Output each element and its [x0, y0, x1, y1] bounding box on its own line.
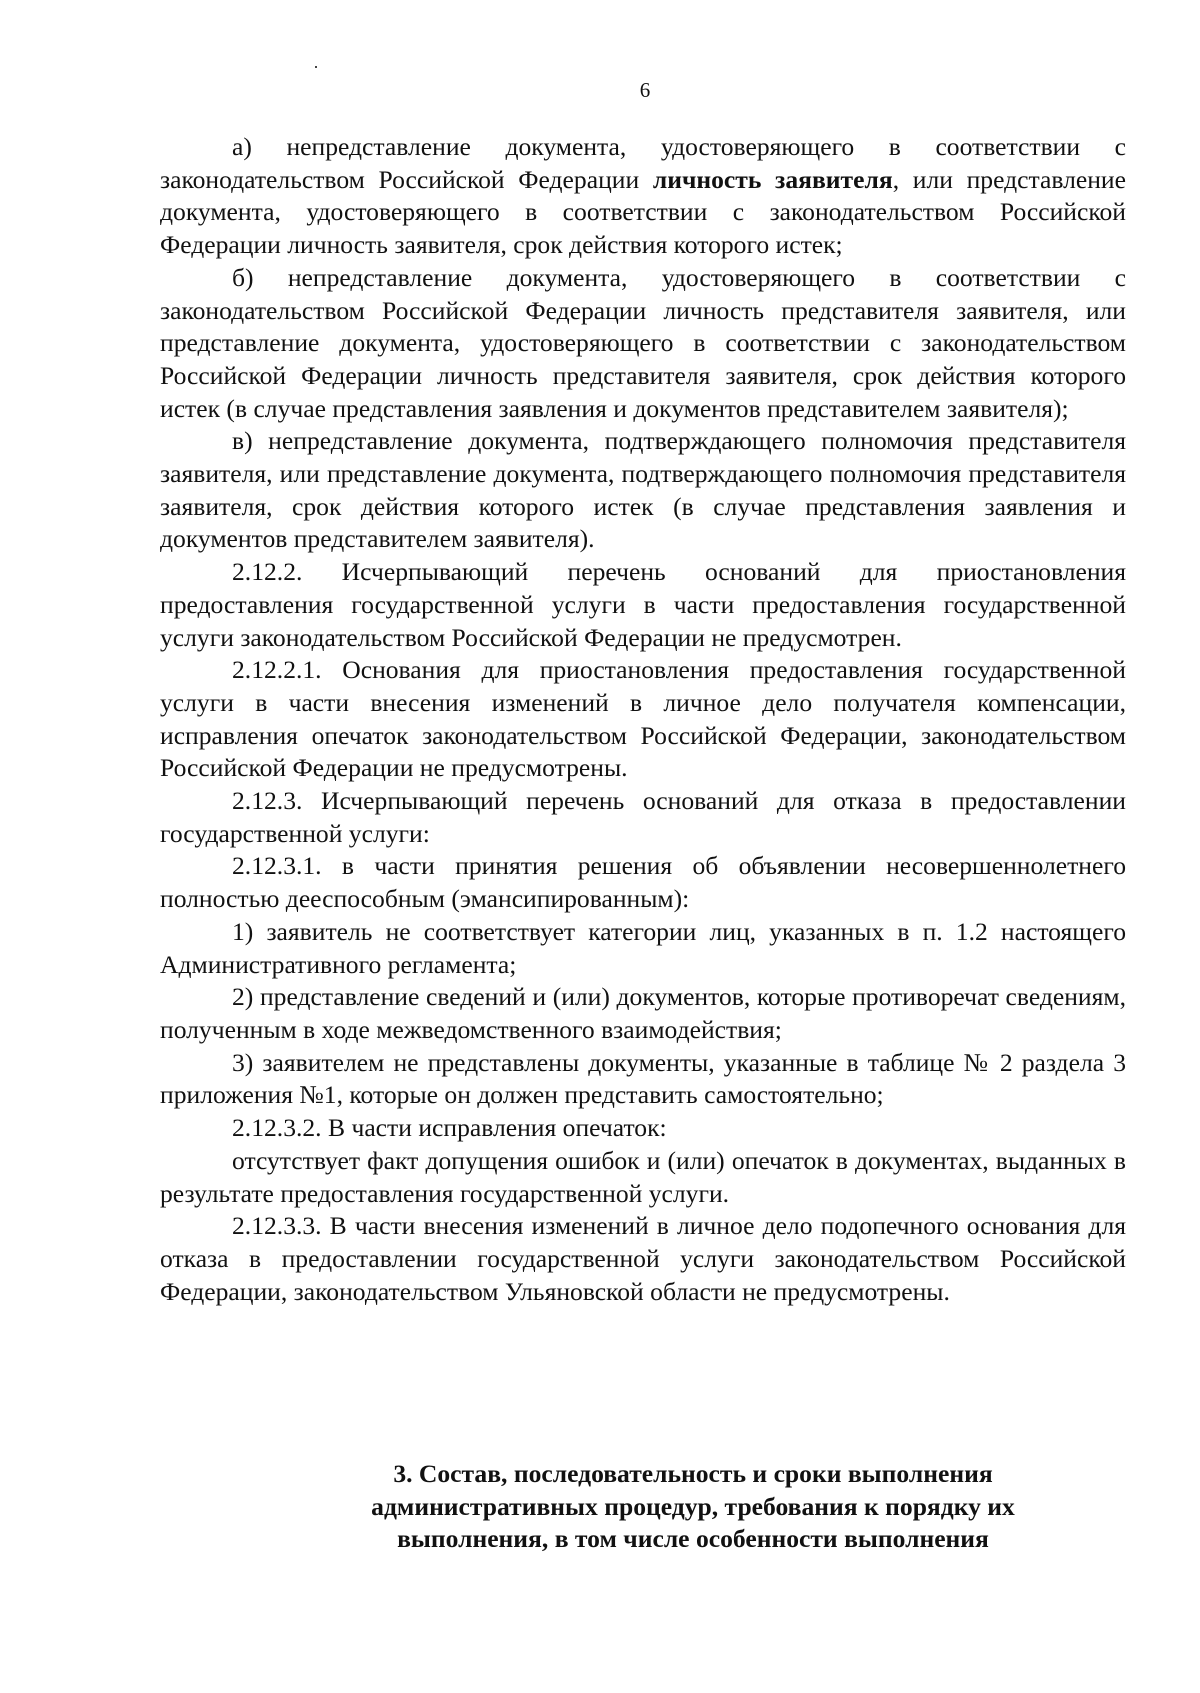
paragraph-v: в) непредставление документа, подтверждающего полномочия представителя заявителя, или представление документа, подтверждающего полномочия представителя заявителя, срок действия которого истек (в случае представления заявления и документов представителем заявителя).: [160, 426, 1126, 554]
section-heading: [250, 1458, 1136, 1556]
paragraph-a-bold-phrase: личность заявителя: [652, 164, 893, 194]
list-item-3: 3) заявителем не представлены документы, указанные в таблице № 2 раздела 3 приложения №1, которые он должен представить самостоятельно;: [160, 1047, 1126, 1110]
body-text: [160, 131, 1126, 1308]
paragraph-a-text-end: , или представление документа, удостоверяющего в соответствии с законодательством Российской Федерации личность заявителя, срок действия которого истек;: [160, 164, 1126, 260]
paragraph-b: б) непредставление документа, удостоверяющего в соответствии с законодательством Российской Федерации личность представителя заявителя, или представление документа, удостоверяющего в соответствии с законодательством Российской Федерации личность представителя заявителя, срок действия которого истек (в случае представления заявления и документов представителем заявителя);: [160, 262, 1126, 423]
paragraph-2-12-2-1: 2.12.2.1. Основания для приостановления предоставления государственной услуги в части внесения изменений в личное дело получателя компенсации, исправления опечаток законодательством Российской Федерации, законодательством Российской Федерации не предусмотрены.: [160, 655, 1126, 783]
scan-speck: [315, 66, 317, 68]
paragraph-a-text-start: а) непредставление документа, удостоверяющего в соответствии с законодательством Российской Федерации: [160, 132, 1126, 194]
heading-line: административных процедур, требования к порядку их: [371, 1491, 1015, 1521]
page-number: 6: [639, 78, 651, 102]
paragraph-2-12-3-3: 2.12.3.3. В части внесения изменений в личное дело подопечного основания для отказа в предоставлении государственной услуги законодательством Российской Федерации, законодательством Ульяновской области не предусмотрены.: [160, 1211, 1126, 1306]
heading-line: 3. Состав, последовательность и сроки выполнения: [393, 1459, 993, 1488]
paragraph-2-12-3: 2.12.3. Исчерпывающий перечень оснований для отказа в предоставлении государственной услуги:: [160, 786, 1126, 848]
paragraph-2-12-3-1: 2.12.3.1. в части принятия решения об объявлении несовершеннолетнего полностью дееспособным (эмансипированным):: [160, 851, 1126, 914]
list-item-2: 2) представление сведений и (или) документов, которые противоречат сведениям, полученным в ходе межведомственного взаимодействия;: [160, 982, 1126, 1044]
paragraph-typo-fact: отсутствует факт допущения ошибок и (или) опечаток в документах, выданных в результате предоставления государственной услуги.: [160, 1145, 1126, 1208]
paragraph-2-12-3-2: 2.12.3.2. В части исправления опечаток:: [232, 1113, 667, 1143]
heading-line: выполнения, в том числе особенности выполнения: [397, 1524, 989, 1554]
list-item-1: 1) заявитель не соответствует категории лиц, указанных в п. 1.2 настоящего Административного регламента;: [160, 916, 1126, 979]
paragraph-2-12-2: 2.12.2. Исчерпывающий перечень оснований для приостановления предоставления государственной услуги в части предоставления государственной услуги законодательством Российской Федерации не предусмотрен.: [160, 557, 1126, 652]
paragraph-a: [160, 131, 1126, 262]
